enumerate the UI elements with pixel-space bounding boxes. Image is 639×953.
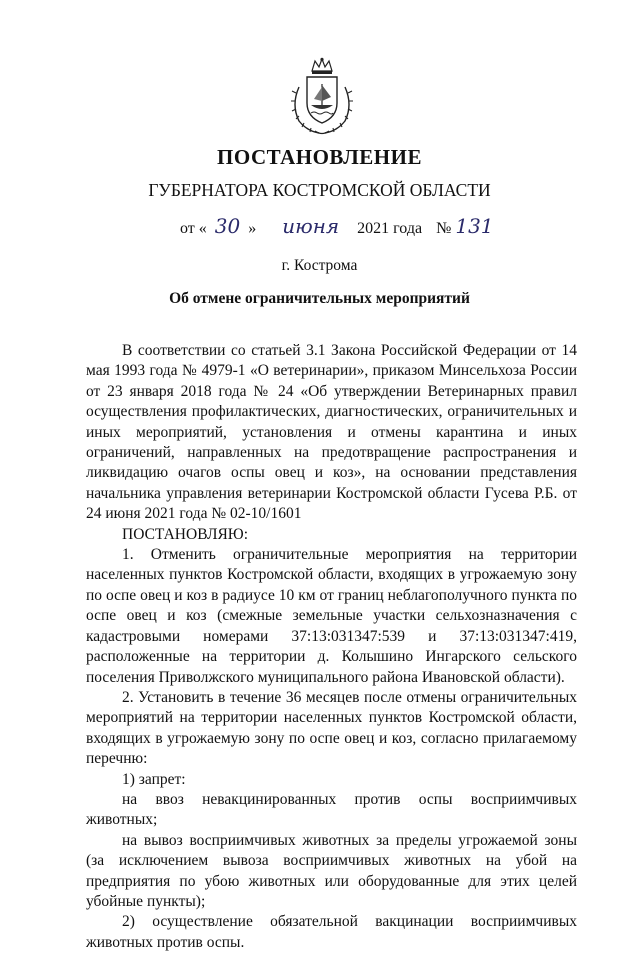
coat-of-arms-icon (289, 57, 355, 137)
date-prefix: от « (180, 220, 207, 237)
date-year: 2021 года (357, 220, 423, 237)
document-heading: Об отмене ограничительных мероприятий (169, 290, 470, 307)
preamble-paragraph: В соответствии со статьей 3.1 Закона Российской Федерации от 14 мая 1993 года № 4979-1 «О ветеринарии», приказом Минсельхоза России от 23 января 2018 года № 24 «Об утверждении Ветеринарных правил осуществления профилактических, диагностических, ограничительных и иных мероприятий, установления и отмены карантина и иных ограничений, направленных на предотвращение распространения и ликвидацию очагов оспы овец и коз», на основании представления начальника управления ветеринарии Костромской области Гусева Р.Б. от 24 июня 2021 года № 02-10/1601 (86, 342, 577, 523)
date-month: июня (282, 214, 340, 238)
document-title: ПОСТАНОВЛЕНИЕ (217, 145, 422, 169)
item-2-paragraph: 2. Установить в течение 36 месяцев после отмены ограничительных мероприятий на территории населенных пунктов Костромской области, входящих в угрожаемую зону по оспе овец и коз, согласно прилагаемому перечню: (86, 688, 577, 768)
city-name: г. Кострома (281, 257, 358, 274)
date-line (180, 214, 494, 238)
document-subtitle: ГУБЕРНАТОРА КОСТРОМСКОЙ ОБЛАСТИ (148, 180, 491, 200)
subitem-1-heading: 1) запрет: (122, 770, 186, 788)
date-separator: » (248, 220, 257, 237)
date-day: 30 (214, 214, 241, 238)
decree-word: ПОСТАНОВЛЯЮ: (122, 525, 249, 543)
number-prefix: № (436, 220, 452, 237)
subitem-1a-paragraph: на ввоз невакцинированных против оспы восприимчивых животных; (86, 790, 577, 829)
subitem-1b-paragraph: на вывоз восприимчивых животных за пределы угрожаемой зоны (за исключением вывоза восприимчивых животных на убой на предприятия по убою животных или оборудованные для этих целей убойные пункты); (86, 831, 577, 910)
item-1-paragraph: 1. Отменить ограничительные мероприятия на территории населенных пунктов Костромской области, входящих в угрожаемую зону по оспе овец и коз в радиусе 10 км от границ неблагополучного пункта по оспе овец и коз (смежные земельные участки сельхозназначения с кадастровыми номерами 37:13:031347:539 и 37:13:031347:419, расположенные на территории д. Колышино Ингарского сельского поселения Приволжского муниципального района Ивановской области). (86, 546, 577, 686)
subitem-2-paragraph: 2) осуществление обязательной вакцинации восприимчивых животных против оспы. (86, 913, 577, 951)
document-body (86, 341, 577, 953)
document-number: 131 (455, 214, 494, 238)
